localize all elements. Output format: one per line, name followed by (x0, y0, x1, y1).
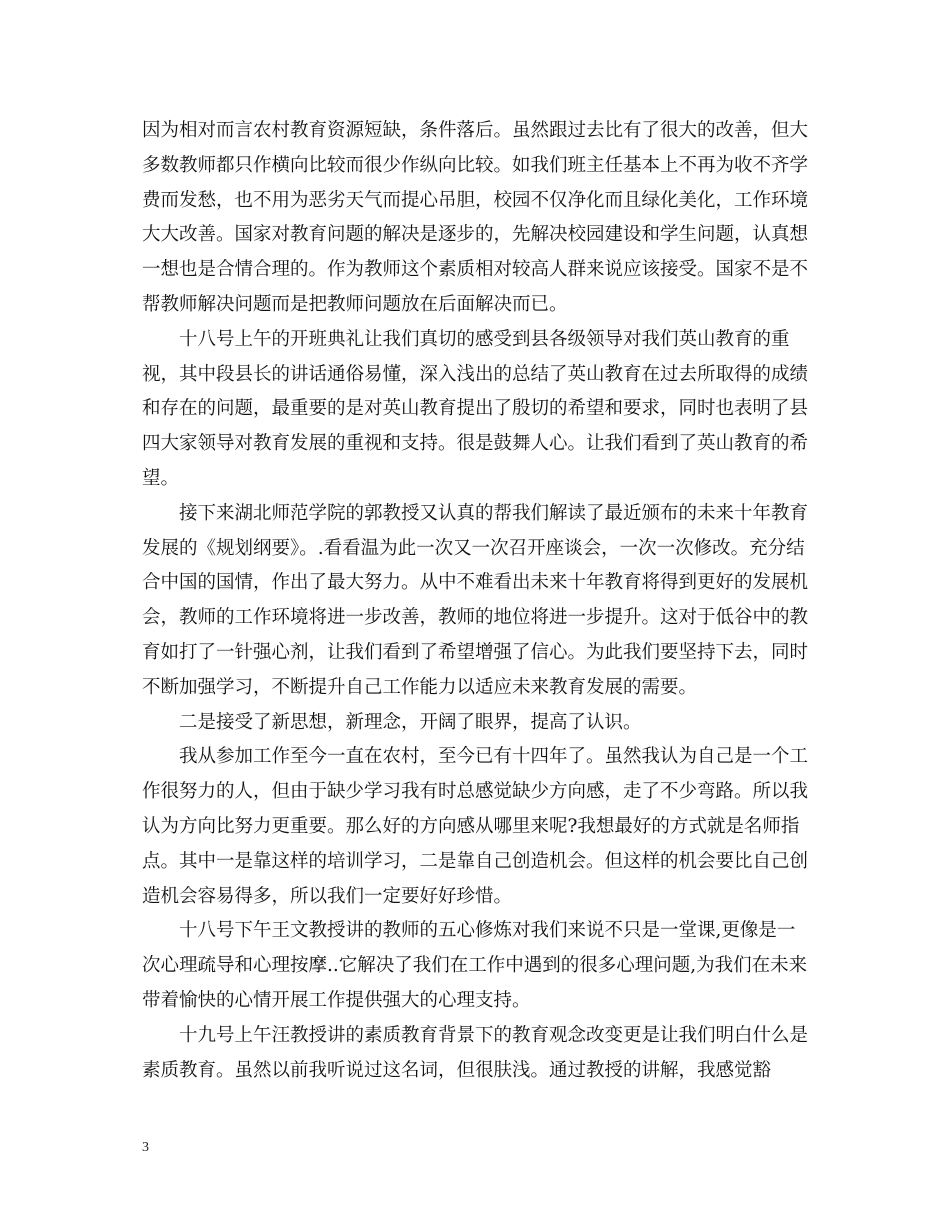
paragraph: 二是接受了新思想，新理念，开阔了眼界，提高了认识。 (179, 711, 642, 733)
document-body (142, 114, 810, 1088)
page-number: 3 (142, 1140, 149, 1155)
paragraph: 因为相对而言农村教育资源短缺，条件落后。虽然跟过去比有了很大的改善，但大多数教师都只作横向比较而很少作纵向比较。如我们班主任基本上不再为收不齐学费而发愁，也不用为恶劣天气而提心吊胆，校园不仅净化而且绿化美化，工作环境大大改善。国家对教育问题的解决是逐步的，先解决校园建设和学生问题，认真想一想也是合情合理的。作为教师这个素质相对较高人群来说应该接受。国家不是不帮教师解决问题而是把教师问题放在后面解决而已。 (142, 120, 809, 315)
paragraph: 接下来湖北师范学院的郭教授又认真的帮我们解读了最近颁布的未来十年教育发展的《规划纲要》。.看看温为此一次又一次召开座谈会，一次一次修改。充分结合中国的国情，作出了最大努力。从中不难看出未来十年教育将得到更好的发展机会，教师的工作环境将进一步改善，教师的地位将进一步提升。这对于低谷中的教育如打了一针强心剂，让我们看到了希望增强了信心。为此我们要坚持下去，同时不断加强学习，不断提升自己工作能力以适应未来教育发展的需要。 (142, 502, 809, 698)
paragraph: 十八号上午的开班典礼让我们真切的感受到县各级领导对我们英山教育的重视，其中段县长的讲话通俗易懂，深入浅出的总结了英山教育在过去所取得的成绩和存在的问题，最重要的是对英山教育提出了殷切的希望和要求，同时也表明了县四大家领导对教育发展的重视和支持。很是鼓舞人心。让我们看到了英山教育的希望。 (142, 328, 809, 489)
paragraph: 十九号上午汪教授讲的素质教育背景下的教育观念改变更是让我们明白什么是素质教育。虽然以前我听说过这名词，但很肤浅。通过教授的讲解，我感觉豁 (142, 1024, 809, 1081)
paragraph: 我从参加工作至今一直在农村，至今已有十四年了。虽然我认为自己是一个工作很努力的人，但由于缺少学习我有时总感觉缺少方向感，走了不少弯路。所以我认为方向比努力更重要。那么好的方向感从哪里来呢?我想最好的方式就是名师指点。其中一是靠这样的培训学习，二是靠自己创造机会。但这样的机会要比自己创造机会容易得多，所以我们一定要好好珍惜。 (142, 746, 809, 907)
paragraph: 十八号下午王文教授讲的教师的五心修炼对我们来说不只是一堂课,更像是一次心理疏导和心理按摩..它解决了我们在工作中遇到的很多心理问题,为我们在未来带着愉快的心情开展工作提供强大的心理支持。 (142, 920, 808, 1011)
